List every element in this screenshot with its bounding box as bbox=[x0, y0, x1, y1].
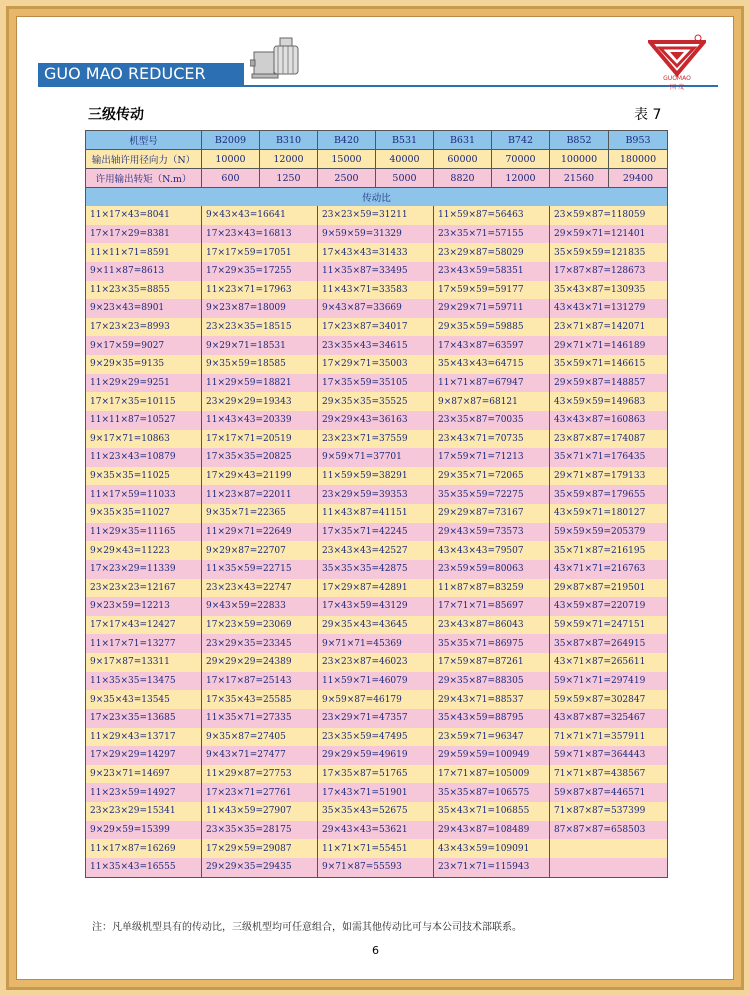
ratio-cell: 35×35×87=106575 bbox=[434, 783, 550, 802]
ratio-cell: 9×29×59=15399 bbox=[86, 821, 202, 840]
ratio-cell: 29×35×35=35525 bbox=[318, 392, 434, 411]
table-row bbox=[86, 299, 668, 318]
ratio-cell: 17×17×43=12427 bbox=[86, 616, 202, 635]
ratio-cell: 9×11×87=8613 bbox=[86, 262, 202, 281]
spec-cell: 2500 bbox=[318, 169, 376, 188]
ratio-cell: 43×71×87=265611 bbox=[550, 653, 668, 672]
ratio-cell: 17×23×35=13685 bbox=[86, 709, 202, 728]
ratio-cell: 35×35×43=52675 bbox=[318, 802, 434, 821]
ratio-cell: 9×43×87=33669 bbox=[318, 299, 434, 318]
ratio-cell: 17×59×59=59177 bbox=[434, 281, 550, 300]
ratio-cell: 9×71×87=55593 bbox=[318, 858, 434, 877]
ratio-cell: 29×29×59=49619 bbox=[318, 746, 434, 765]
ratio-cell: 23×35×71=57155 bbox=[434, 225, 550, 244]
spec-cell: 8820 bbox=[434, 169, 492, 188]
spec-cell: 10000 bbox=[202, 150, 260, 169]
ratio-cell: 17×29×43=21199 bbox=[202, 467, 318, 486]
page-number: 6 bbox=[372, 944, 379, 957]
ratio-cell: 9×59×71=37701 bbox=[318, 448, 434, 467]
ratio-cell: 11×23×87=22011 bbox=[202, 485, 318, 504]
ratio-cell: 29×59×87=148857 bbox=[550, 374, 668, 393]
ratio-cell: 11×29×87=27753 bbox=[202, 765, 318, 784]
motor-reducer-icon bbox=[250, 30, 310, 85]
table-row bbox=[86, 281, 668, 300]
ratio-cell: 17×35×71=42245 bbox=[318, 523, 434, 542]
ratio-cell: 23×23×29=15341 bbox=[86, 802, 202, 821]
ratio-cell: 9×59×87=46179 bbox=[318, 690, 434, 709]
table-row bbox=[86, 262, 668, 281]
ratio-cell: 43×59×59=149683 bbox=[550, 392, 668, 411]
table-row bbox=[86, 802, 668, 821]
table-row bbox=[86, 672, 668, 691]
ratio-cell: 17×71×87=105009 bbox=[434, 765, 550, 784]
ratio-cell: 17×17×35=10115 bbox=[86, 392, 202, 411]
ratio-cell: 29×43×59=73573 bbox=[434, 523, 550, 542]
ratio-cell: 9×35×71=22365 bbox=[202, 504, 318, 523]
ratio-cell: 17×43×71=51901 bbox=[318, 783, 434, 802]
ratio-cell: 9×23×87=18009 bbox=[202, 299, 318, 318]
spec-cell: B420 bbox=[318, 131, 376, 150]
ratio-cell: 23×23×71=37559 bbox=[318, 430, 434, 449]
ratio-cell: 17×29×35=17255 bbox=[202, 262, 318, 281]
ratio-cell: 23×59×87=118059 bbox=[550, 206, 668, 225]
table-row bbox=[86, 448, 668, 467]
ratio-cell: 29×43×43=53621 bbox=[318, 821, 434, 840]
ratio-cell: 17×29×87=42891 bbox=[318, 579, 434, 598]
ratio-cell: 23×43×87=86043 bbox=[434, 616, 550, 635]
brand-banner: GUO MAO REDUCER bbox=[38, 63, 244, 85]
ratio-cell: 17×23×59=23069 bbox=[202, 616, 318, 635]
ratio-cell: 17×23×87=34017 bbox=[318, 318, 434, 337]
spec-cell: 600 bbox=[202, 169, 260, 188]
ratio-cell: 11×43×59=27907 bbox=[202, 802, 318, 821]
spec-row-label: 机型号 bbox=[86, 131, 202, 150]
ratio-cell: 17×35×35=20825 bbox=[202, 448, 318, 467]
ratio-cell: 17×23×23=8993 bbox=[86, 318, 202, 337]
ratio-cell: 59×59×87=302847 bbox=[550, 690, 668, 709]
ratio-cell: 11×29×35=11165 bbox=[86, 523, 202, 542]
ratio-cell: 17×23×29=11339 bbox=[86, 560, 202, 579]
ratio-cell: 59×71×87=364443 bbox=[550, 746, 668, 765]
ratio-cell: 11×59×87=56463 bbox=[434, 206, 550, 225]
table-row bbox=[86, 430, 668, 449]
ratio-cell: 17×23×43=16813 bbox=[202, 225, 318, 244]
ratio-cell: 29×59×71=121401 bbox=[550, 225, 668, 244]
ratio-cell: 11×11×71=8591 bbox=[86, 243, 202, 262]
ratio-cell: 23×43×71=70735 bbox=[434, 430, 550, 449]
ratio-cell: 29×43×87=108489 bbox=[434, 821, 550, 840]
ratio-cell: 35×59×71=146615 bbox=[550, 355, 668, 374]
table-row bbox=[86, 485, 668, 504]
ratio-cell: 43×43×87=160863 bbox=[550, 411, 668, 430]
ratio-cell: 9×35×59=18585 bbox=[202, 355, 318, 374]
ratio-cell: 9×17×71=10863 bbox=[86, 430, 202, 449]
ratio-cell: 17×43×87=63597 bbox=[434, 336, 550, 355]
ratio-cell: 29×35×71=72065 bbox=[434, 467, 550, 486]
ratio-cell: 35×43×43=64715 bbox=[434, 355, 550, 374]
ratio-cell: 29×29×71=59711 bbox=[434, 299, 550, 318]
ratio-cell: 43×43×59=109091 bbox=[434, 839, 550, 858]
ratio-cell: 29×43×71=88537 bbox=[434, 690, 550, 709]
ratio-cell: 29×71×87=179133 bbox=[550, 467, 668, 486]
table-row bbox=[86, 783, 668, 802]
section-title: 三级传动 bbox=[88, 107, 144, 123]
spec-cell: 180000 bbox=[609, 150, 668, 169]
ratio-cell: 29×59×59=100949 bbox=[434, 746, 550, 765]
ratio-cell: 9×43×43=16641 bbox=[202, 206, 318, 225]
ratio-cell: 29×71×71=146189 bbox=[550, 336, 668, 355]
ratio-cell: 11×87×87=83259 bbox=[434, 579, 550, 598]
ratio-cell: 23×29×35=23345 bbox=[202, 634, 318, 653]
ratio-cell: 29×29×35=29435 bbox=[202, 858, 318, 877]
spec-cell: 60000 bbox=[434, 150, 492, 169]
ratio-cell: 17×71×71=85697 bbox=[434, 597, 550, 616]
ratio-cell: 9×29×71=18531 bbox=[202, 336, 318, 355]
ratio-cell: 29×29×29=24389 bbox=[202, 653, 318, 672]
table-row bbox=[86, 541, 668, 560]
ratio-cell: 23×43×43=42527 bbox=[318, 541, 434, 560]
table-row bbox=[86, 206, 668, 225]
ratio-cell: 17×29×71=35003 bbox=[318, 355, 434, 374]
ratio-cell: 43×59×87=220719 bbox=[550, 597, 668, 616]
ratio-cell: 11×35×87=33495 bbox=[318, 262, 434, 281]
spec-cell: 29400 bbox=[609, 169, 668, 188]
ratio-header-row bbox=[86, 188, 668, 207]
ratio-cell: 9×29×87=22707 bbox=[202, 541, 318, 560]
logo-name: GUOMAO bbox=[663, 75, 691, 82]
table-row bbox=[86, 523, 668, 542]
table-row bbox=[86, 728, 668, 747]
ratio-cell: 11×17×87=16269 bbox=[86, 839, 202, 858]
spec-cell: B310 bbox=[260, 131, 318, 150]
table-row bbox=[86, 355, 668, 374]
spec-row-label: 许用输出转矩（N.m） bbox=[86, 169, 202, 188]
ratio-cell: 11×35×43=16555 bbox=[86, 858, 202, 877]
ratio-cell: 23×23×43=22747 bbox=[202, 579, 318, 598]
ratio-cell: 11×29×43=13717 bbox=[86, 728, 202, 747]
table-row bbox=[86, 467, 668, 486]
ratio-cell: 23×29×29=19343 bbox=[202, 392, 318, 411]
spec-cell: B2009 bbox=[202, 131, 260, 150]
ratio-cell: 11×43×43=20339 bbox=[202, 411, 318, 430]
ratio-cell: 23×35×59=47495 bbox=[318, 728, 434, 747]
ratio-cell: 35×59×59=121835 bbox=[550, 243, 668, 262]
spec-cell: 70000 bbox=[492, 150, 550, 169]
ratio-cell: 23×23×59=31211 bbox=[318, 206, 434, 225]
ratio-cell: 71×71×87=438567 bbox=[550, 765, 668, 784]
table-row bbox=[86, 392, 668, 411]
ratio-cell: 23×35×87=70035 bbox=[434, 411, 550, 430]
table-row bbox=[86, 839, 668, 858]
ratio-cell: 9×23×71=14697 bbox=[86, 765, 202, 784]
ratio-cell: 35×71×71=176435 bbox=[550, 448, 668, 467]
ratio-cell: 23×29×71=47357 bbox=[318, 709, 434, 728]
ratio-cell: 23×71×87=142071 bbox=[550, 318, 668, 337]
ratio-cell: 29×87×87=219501 bbox=[550, 579, 668, 598]
table-row bbox=[86, 243, 668, 262]
ratio-cell: 23×29×59=39353 bbox=[318, 485, 434, 504]
ratio-cell: 35×43×87=130935 bbox=[550, 281, 668, 300]
ratio-cell: 9×29×43=11223 bbox=[86, 541, 202, 560]
spec-cell: 21560 bbox=[550, 169, 609, 188]
ratio-cell: 11×23×43=10879 bbox=[86, 448, 202, 467]
spec-table bbox=[85, 130, 668, 207]
table-row bbox=[86, 616, 668, 635]
ratio-cell: 9×59×59=31329 bbox=[318, 225, 434, 244]
table-row bbox=[86, 336, 668, 355]
table-row bbox=[86, 579, 668, 598]
ratio-cell: 9×23×43=8901 bbox=[86, 299, 202, 318]
ratio-cell: 11×17×43=8041 bbox=[86, 206, 202, 225]
logo-label bbox=[651, 75, 703, 91]
ratio-cell: 23×23×23=12167 bbox=[86, 579, 202, 598]
ratio-cell: 11×35×35=13475 bbox=[86, 672, 202, 691]
table-row bbox=[86, 858, 668, 877]
header-rule bbox=[38, 85, 718, 87]
ratio-cell: 43×71×71=216763 bbox=[550, 560, 668, 579]
ratio-cell: 17×29×29=14297 bbox=[86, 746, 202, 765]
ratio-cell: 17×17×87=25143 bbox=[202, 672, 318, 691]
ratio-cell: 23×23×87=46023 bbox=[318, 653, 434, 672]
ratio-cell: 11×17×59=11033 bbox=[86, 485, 202, 504]
ratio-cell: 29×35×59=59885 bbox=[434, 318, 550, 337]
table-row bbox=[86, 634, 668, 653]
spec-cell: 12000 bbox=[492, 169, 550, 188]
ratio-cell: 23×59×59=80063 bbox=[434, 560, 550, 579]
ratio-cell: 9×87×87=68121 bbox=[434, 392, 550, 411]
ratio-cell: 43×43×43=79507 bbox=[434, 541, 550, 560]
ratio-cell: 35×43×71=106855 bbox=[434, 802, 550, 821]
table-number: 表 7 bbox=[634, 107, 662, 123]
ratio-cell: 11×43×87=41151 bbox=[318, 504, 434, 523]
ratio-cell: 29×35×87=88305 bbox=[434, 672, 550, 691]
ratio-cell: 71×71×71=357911 bbox=[550, 728, 668, 747]
ratio-cell: 29×35×43=43645 bbox=[318, 616, 434, 635]
spec-row bbox=[86, 169, 668, 188]
ratio-cell: 11×23×71=17963 bbox=[202, 281, 318, 300]
ratio-cell: 35×35×35=42875 bbox=[318, 560, 434, 579]
spec-cell: 40000 bbox=[376, 150, 434, 169]
table-row bbox=[86, 709, 668, 728]
spec-cell: B631 bbox=[434, 131, 492, 150]
ratio-cell: 9×35×43=13545 bbox=[86, 690, 202, 709]
ratio-cell: 59×71×71=297419 bbox=[550, 672, 668, 691]
spec-row-label: 输出轴许用径向力（N） bbox=[86, 150, 202, 169]
ratio-cell: 17×59×71=71213 bbox=[434, 448, 550, 467]
ratio-cell: 11×11×87=10527 bbox=[86, 411, 202, 430]
ratio-cell: 23×29×87=58029 bbox=[434, 243, 550, 262]
table-row bbox=[86, 374, 668, 393]
ratio-cell: 35×43×59=88795 bbox=[434, 709, 550, 728]
ratio-cell: 11×29×29=9251 bbox=[86, 374, 202, 393]
ratio-cell: 17×35×59=35105 bbox=[318, 374, 434, 393]
table-row bbox=[86, 225, 668, 244]
ratio-cell: 9×17×87=13311 bbox=[86, 653, 202, 672]
ratio-cell: 87×87×87=658503 bbox=[550, 821, 668, 840]
spec-cell: 1250 bbox=[260, 169, 318, 188]
spec-cell: 100000 bbox=[550, 150, 609, 169]
ratio-cell: 17×59×87=87261 bbox=[434, 653, 550, 672]
ratio-cell: 43×87×87=325467 bbox=[550, 709, 668, 728]
table-row bbox=[86, 746, 668, 765]
ratio-cell: 9×71×71=45369 bbox=[318, 634, 434, 653]
ratio-cell bbox=[550, 839, 668, 858]
spec-cell: B852 bbox=[550, 131, 609, 150]
ratio-cell bbox=[550, 858, 668, 877]
ratio-table bbox=[85, 206, 668, 878]
footnote: 注：凡单级机型具有的传动比，三级机型均可任意组合，如需其他传动比可与本公司技术部联系。 bbox=[92, 922, 522, 933]
ratio-cell: 9×43×71=27477 bbox=[202, 746, 318, 765]
ratio-cell: 17×17×29=8381 bbox=[86, 225, 202, 244]
ratio-cell: 17×17×59=17051 bbox=[202, 243, 318, 262]
ratio-cell: 43×59×71=180127 bbox=[550, 504, 668, 523]
ratio-cell: 9×43×59=22833 bbox=[202, 597, 318, 616]
ratio-cell: 23×23×35=18515 bbox=[202, 318, 318, 337]
ratio-cell: 17×43×59=43129 bbox=[318, 597, 434, 616]
ratio-cell: 23×71×71=115943 bbox=[434, 858, 550, 877]
ratio-cell: 71×87×87=537399 bbox=[550, 802, 668, 821]
table-row bbox=[86, 318, 668, 337]
ratio-cell: 17×17×71=20519 bbox=[202, 430, 318, 449]
spec-row bbox=[86, 131, 668, 150]
ratio-cell: 11×71×87=67947 bbox=[434, 374, 550, 393]
ratio-cell: 11×71×71=55451 bbox=[318, 839, 434, 858]
ratio-cell: 17×35×87=51765 bbox=[318, 765, 434, 784]
ratio-cell: 11×23×35=8855 bbox=[86, 281, 202, 300]
ratio-cell: 9×23×59=12213 bbox=[86, 597, 202, 616]
ratio-cell: 23×87×87=174087 bbox=[550, 430, 668, 449]
table-row bbox=[86, 690, 668, 709]
ratio-cell: 17×43×43=31433 bbox=[318, 243, 434, 262]
ratio-cell: 35×87×87=264915 bbox=[550, 634, 668, 653]
ratio-cell: 9×35×35=11025 bbox=[86, 467, 202, 486]
spec-cell: B742 bbox=[492, 131, 550, 150]
ratio-cell: 9×17×59=9027 bbox=[86, 336, 202, 355]
ratio-cell: 11×35×71=27335 bbox=[202, 709, 318, 728]
table-row bbox=[86, 653, 668, 672]
ratio-cell: 23×35×43=34615 bbox=[318, 336, 434, 355]
table-row bbox=[86, 597, 668, 616]
spec-cell: B953 bbox=[609, 131, 668, 150]
ratio-cell: 29×29×87=73167 bbox=[434, 504, 550, 523]
ratio-cell: 9×35×35=11027 bbox=[86, 504, 202, 523]
spec-cell: B531 bbox=[376, 131, 434, 150]
table-row bbox=[86, 411, 668, 430]
ratio-cell: 11×29×71=22649 bbox=[202, 523, 318, 542]
ratio-cell: 11×17×71=13277 bbox=[86, 634, 202, 653]
spec-cell: 12000 bbox=[260, 150, 318, 169]
ratio-cell: 17×87×87=128673 bbox=[550, 262, 668, 281]
ratio-cell: 59×59×59=205379 bbox=[550, 523, 668, 542]
ratio-cell: 29×29×43=36163 bbox=[318, 411, 434, 430]
table-row bbox=[86, 765, 668, 784]
ratio-cell: 23×43×59=58351 bbox=[434, 262, 550, 281]
ratio-cell: 35×35×59=72275 bbox=[434, 485, 550, 504]
spec-row bbox=[86, 150, 668, 169]
ratio-cell: 59×87×87=446571 bbox=[550, 783, 668, 802]
ratio-cell: 11×59×71=46079 bbox=[318, 672, 434, 691]
spec-cell: 15000 bbox=[318, 150, 376, 169]
ratio-cell: 11×59×59=38291 bbox=[318, 467, 434, 486]
ratio-cell: 17×29×59=29087 bbox=[202, 839, 318, 858]
ratio-cell: 11×35×59=22715 bbox=[202, 560, 318, 579]
ratio-cell: 17×23×71=27761 bbox=[202, 783, 318, 802]
ratio-cell: 9×29×35=9135 bbox=[86, 355, 202, 374]
spec-cell: 5000 bbox=[376, 169, 434, 188]
table-row bbox=[86, 560, 668, 579]
ratio-cell: 59×59×71=247151 bbox=[550, 616, 668, 635]
ratio-cell: 9×35×87=27405 bbox=[202, 728, 318, 747]
ratio-cell: 11×43×71=33583 bbox=[318, 281, 434, 300]
table-row bbox=[86, 504, 668, 523]
ratio-cell: 35×59×87=179655 bbox=[550, 485, 668, 504]
ratio-cell: 43×43×71=131279 bbox=[550, 299, 668, 318]
logo-sub: 国 茂 bbox=[670, 84, 684, 91]
ratio-cell: 17×35×43=25585 bbox=[202, 690, 318, 709]
ratio-cell: 11×23×59=14927 bbox=[86, 783, 202, 802]
ratio-cell: 23×59×71=96347 bbox=[434, 728, 550, 747]
ratio-cell: 35×71×87=216195 bbox=[550, 541, 668, 560]
ratio-cell: 11×29×59=18821 bbox=[202, 374, 318, 393]
ratio-cell: 35×35×71=86975 bbox=[434, 634, 550, 653]
table-row bbox=[86, 821, 668, 840]
ratio-cell: 23×35×35=28175 bbox=[202, 821, 318, 840]
ratio-header: 传动比 bbox=[86, 188, 668, 207]
